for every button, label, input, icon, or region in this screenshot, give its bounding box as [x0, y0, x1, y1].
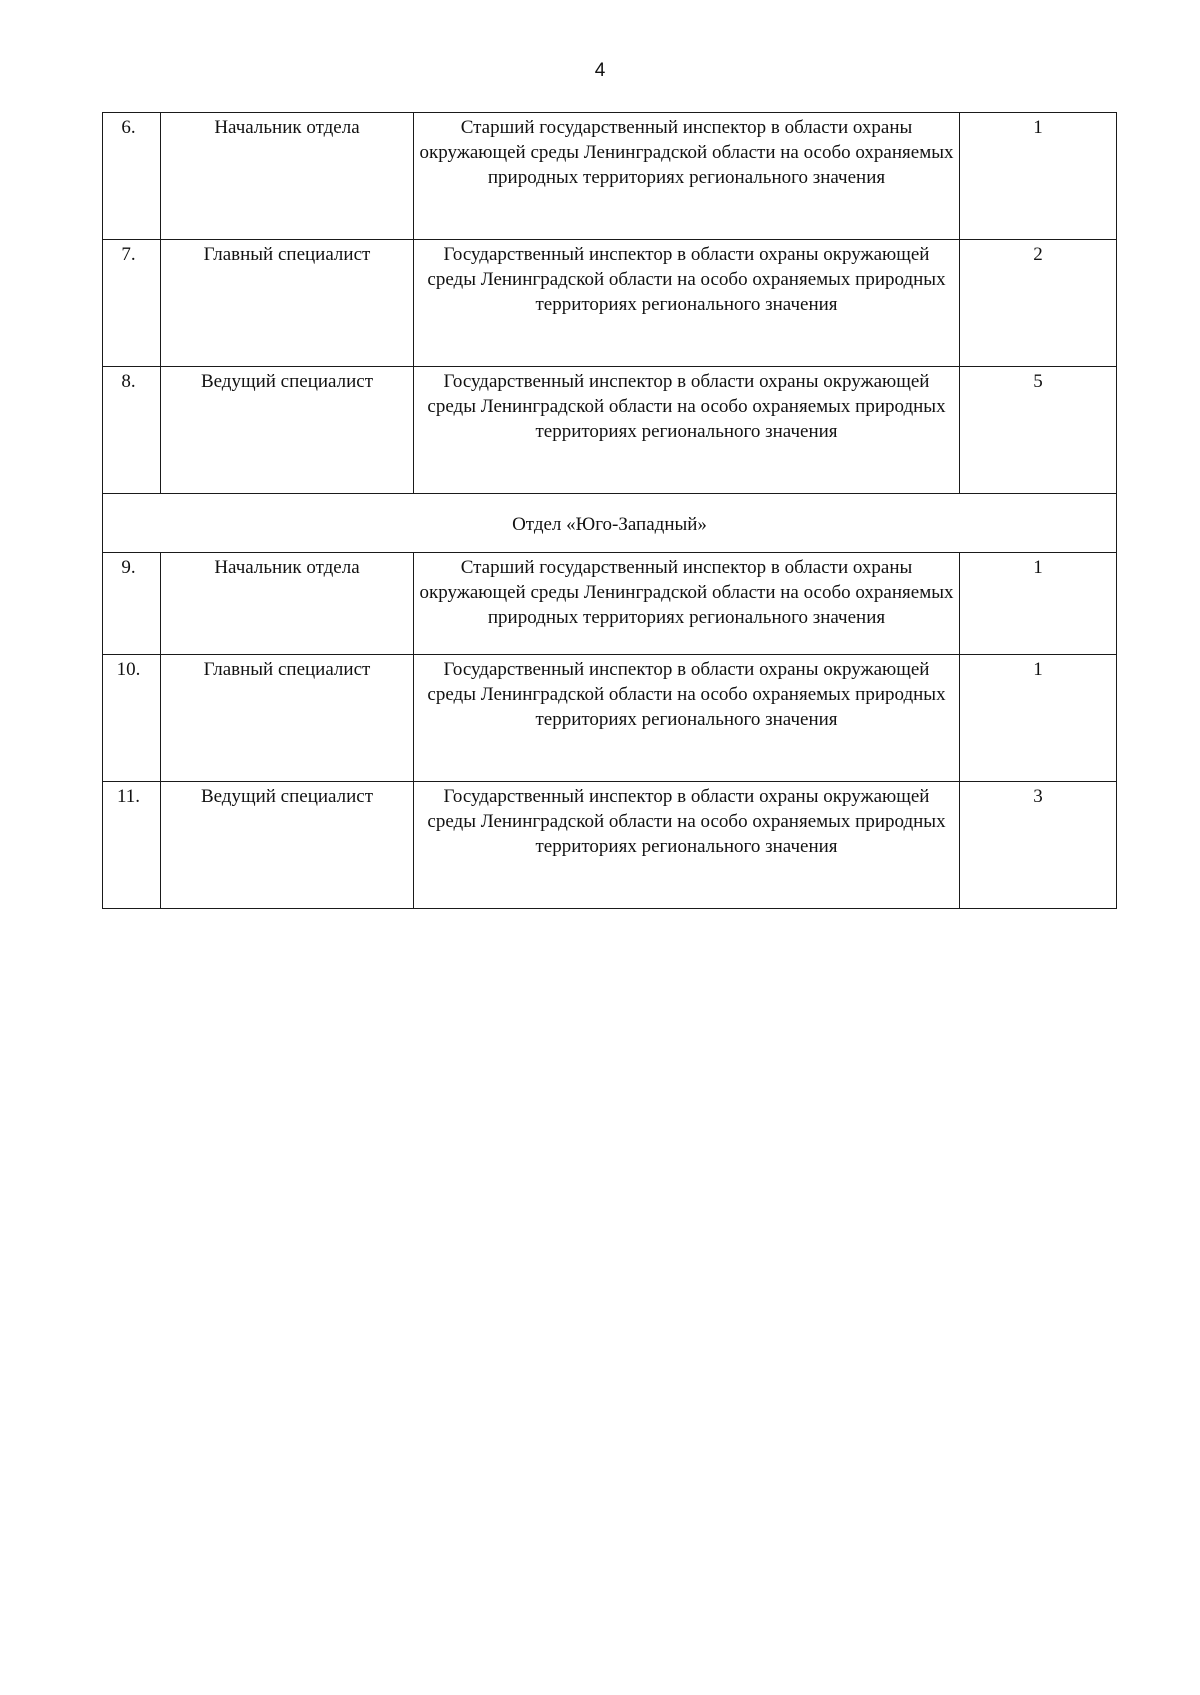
row-number: 11. [103, 782, 161, 909]
inspector-title: Государственный инспектор в области охраны окружающей среды Ленинградской области на особо охраняемых природных территориях регионального значения [414, 240, 960, 367]
table-row [103, 367, 1117, 494]
row-number: 10. [103, 655, 161, 782]
staff-count: 1 [960, 655, 1117, 782]
inspector-title: Старший государственный инспектор в области охраны окружающей среды Ленинградской области на особо охраняемых природных территориях регионального значения [414, 553, 960, 655]
row-number: 8. [103, 367, 161, 494]
inspector-title: Государственный инспектор в области охраны окружающей среды Ленинградской области на особо охраняемых природных территориях регионального значения [414, 655, 960, 782]
staff-count: 1 [960, 113, 1117, 240]
staff-count: 2 [960, 240, 1117, 367]
section-heading: Отдел «Юго-Западный» [103, 494, 1117, 553]
row-number: 7. [103, 240, 161, 367]
table-row [103, 655, 1117, 782]
position-name: Ведущий специалист [161, 782, 414, 909]
position-name: Главный специалист [161, 655, 414, 782]
page-number: 4 [594, 60, 606, 81]
table-row [103, 113, 1117, 240]
section-row [103, 494, 1117, 553]
position-name: Главный специалист [161, 240, 414, 367]
staff-count: 1 [960, 553, 1117, 655]
table-row [103, 240, 1117, 367]
position-name: Ведущий специалист [161, 367, 414, 494]
position-name: Начальник отдела [161, 553, 414, 655]
position-name: Начальник отдела [161, 113, 414, 240]
inspector-title: Государственный инспектор в области охраны окружающей среды Ленинградской области на особо охраняемых природных территориях регионального значения [414, 367, 960, 494]
table-row [103, 553, 1117, 655]
row-number: 9. [103, 553, 161, 655]
table-row [103, 782, 1117, 909]
row-number: 6. [103, 113, 161, 240]
staff-count: 5 [960, 367, 1117, 494]
inspector-title: Государственный инспектор в области охраны окружающей среды Ленинградской области на особо охраняемых природных территориях регионального значения [414, 782, 960, 909]
staff-count: 3 [960, 782, 1117, 909]
inspector-title: Старший государственный инспектор в области охраны окружающей среды Ленинградской области на особо охраняемых природных территориях регионального значения [414, 113, 960, 240]
staffing-table [102, 112, 1117, 909]
